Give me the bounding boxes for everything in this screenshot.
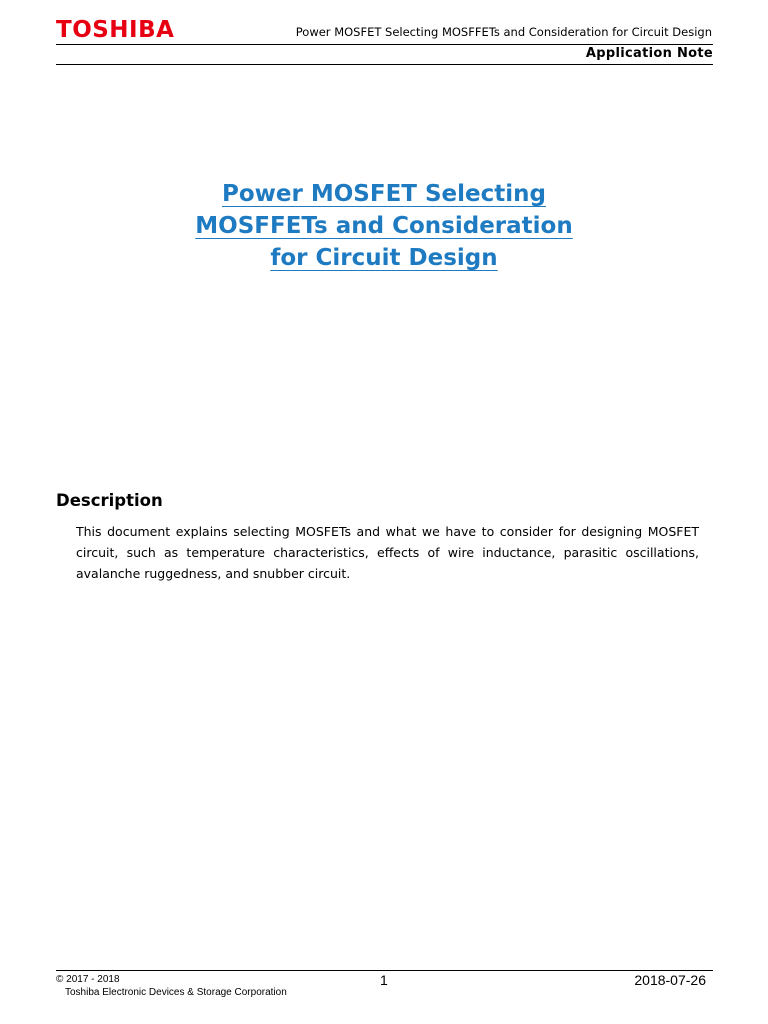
header-document-type: Application Note xyxy=(585,46,713,61)
footer-company: Toshiba Electronic Devices & Storage Corporation xyxy=(65,987,287,998)
header-bottom-divider xyxy=(56,64,713,65)
document-title-line-2 xyxy=(0,210,768,242)
footer-date: 2018-07-26 xyxy=(634,972,706,988)
toshiba-logo: TOSHIBA xyxy=(56,17,175,43)
document-title-text-3: for Circuit Design xyxy=(270,245,498,271)
footer-copyright: © 2017 - 2018 xyxy=(56,974,120,985)
header-document-title: Power MOSFET Selecting MOSFFETs and Consideration for Circuit Design xyxy=(295,25,712,39)
footer-divider xyxy=(56,970,713,971)
document-title-text-1: Power MOSFET Selecting xyxy=(222,181,546,207)
description-heading: Description xyxy=(56,491,163,510)
page-number: 1 xyxy=(380,972,388,988)
document-title-line-1 xyxy=(0,178,768,210)
document-title-line-3 xyxy=(0,242,768,274)
document-title-text-2: MOSFFETs and Consideration xyxy=(195,213,573,239)
document-title xyxy=(0,178,768,274)
description-body: This document explains selecting MOSFETs and what we have to consider for designing MOSFET circuit, such as temperature characteristics, effects of wire inductance, parasitic oscillations, avalanche ruggedness, and snubber circuit. xyxy=(76,524,699,581)
header-divider xyxy=(56,44,713,45)
